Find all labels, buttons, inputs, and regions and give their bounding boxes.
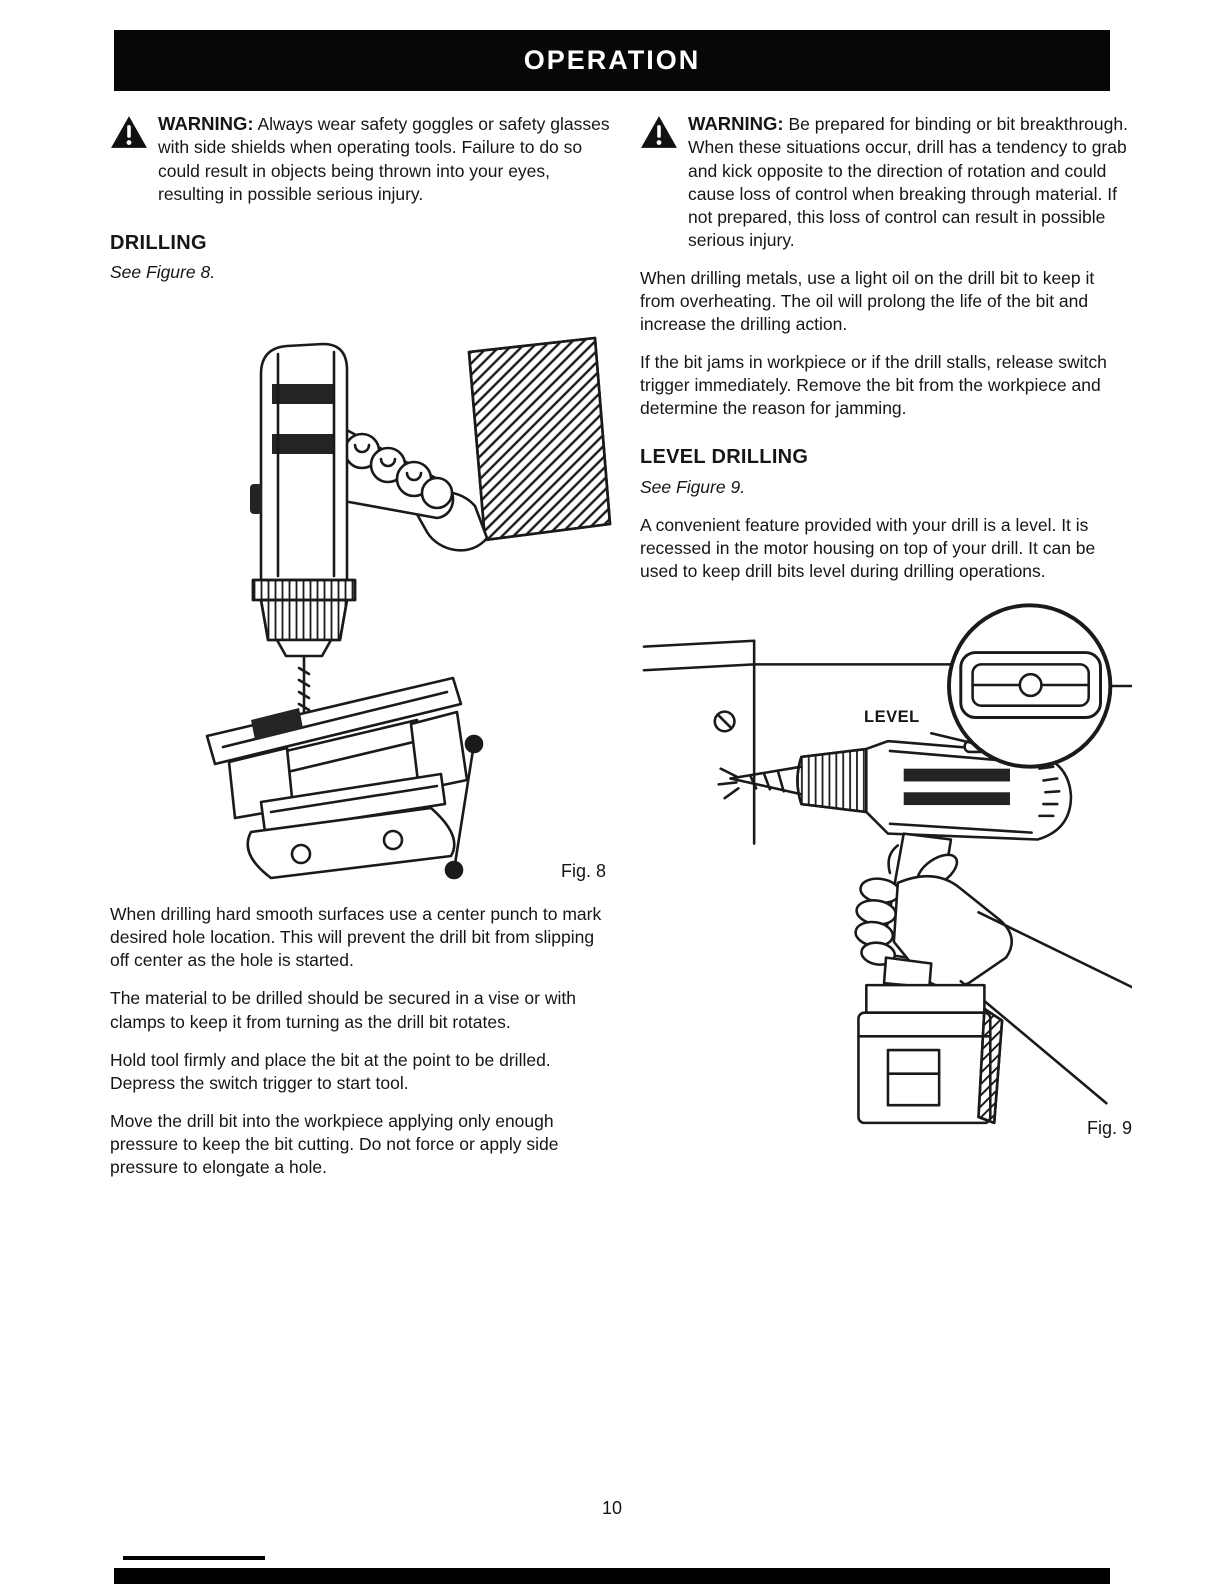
warning-triangle-icon [110,112,148,206]
left-paragraph-3: Hold tool firmly and place the bit at the point to be drilled. Depress the switch trigger to start tool. [110,1049,551,1093]
left-column [110,112,612,1179]
bottom-rule-line [123,1556,265,1560]
left-paragraph-2: The material to be drilled should be secured in a vise or with clamps to keep it from turning as the drill bit rotates. [110,988,576,1032]
warning-triangle-icon [640,112,678,252]
warning-text-block [688,112,1132,252]
left-paragraph-4: Move the drill bit into the workpiece applying only enough pressure to keep the bit cutting. Do not force or apply side pressure to elongate a hole. [110,1110,559,1178]
right-paragraph-1: When drilling metals, use a light oil on the drill bit to keep it from overheating. The oil will prolong the life of the bit and increase the drilling action. [640,267,1095,335]
warning-block-right [640,112,1132,252]
page-title: OPERATION [523,45,701,75]
warning-label: WARNING: [158,113,254,134]
figure-8 [110,288,612,888]
warning-text: Always wear safety goggles or safety glasses with side shields when operating tools. Failure to do so could result in objects being thrown into your eyes, resulting in possible serious injury. [158,114,610,204]
level-drilling-heading: LEVEL DRILLING [640,446,809,469]
page-number: 10 [601,1498,623,1518]
warning-block-left [110,112,612,206]
figure-9-caption: Fig. 9 [1086,1118,1132,1139]
warning-text: Be prepared for binding or bit breakthrough. When these situations occur, drill has a tendency to grab and kick opposite to the direction of rotation and could cause loss of control when breaking through material. If not prepared, this loss of control can result in possible serious injury. [688,114,1128,250]
level-paragraph: A convenient feature provided with your drill is a level. It is recessed in the motor housing on top of your drill. It can be used to keep drill bits level during drilling operations. [640,514,1096,582]
figure-8-illustration [110,288,612,888]
drilling-heading: DRILLING [110,231,207,254]
figure-9-illustration [640,591,1132,1151]
right-paragraph-2: If the bit jams in workpiece or if the drill stalls, release switch trigger immediately. Remove the bit from the workpiece and determine the reason for jamming. [640,352,1107,419]
page-header-bar [114,30,1110,91]
see-figure-8: See Figure 8. [110,262,216,283]
level-callout-label: LEVEL [864,708,920,727]
warning-label: WARNING: [688,113,784,134]
left-paragraph-1: When drilling hard smooth surfaces use a center punch to mark desired hole location. This will prevent the drill bit from slipping off center as the hole is started. [110,904,602,971]
figure-8-caption: Fig. 8 [560,861,606,882]
see-figure-9: See Figure 9. [640,476,746,497]
bottom-black-bar [114,1568,1110,1584]
figure-9 [640,591,1132,1151]
right-column [640,112,1132,1151]
warning-text-block [158,112,612,206]
